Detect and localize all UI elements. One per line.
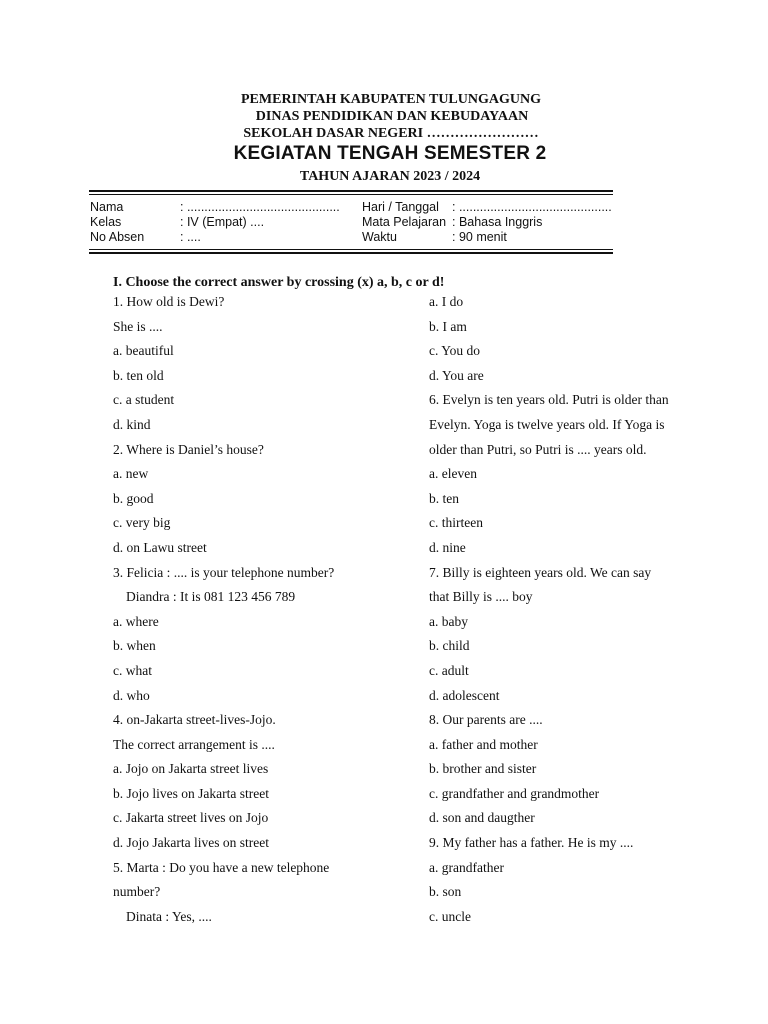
answer-option: b. good xyxy=(113,490,154,506)
question-line: Dinata : Yes, .... xyxy=(126,908,212,924)
answer-option: d. who xyxy=(113,687,150,703)
question-line: 7. Billy is eighteen years old. We can say xyxy=(429,564,652,580)
answer-option: c. adult xyxy=(429,662,469,678)
question-column-left xyxy=(113,290,334,929)
question-line: 1. How old is Dewi? xyxy=(113,294,225,309)
exam-title: KEGIATAN TENGAH SEMESTER 2 xyxy=(233,143,547,164)
question-line: 4. on-Jakarta street-lives-Jojo. xyxy=(113,712,276,728)
answer-option: d. adolescent xyxy=(429,687,500,703)
question-line: 3. Felicia : .... is your telephone number? xyxy=(113,564,335,580)
answer-option: a. I do xyxy=(429,294,464,309)
answer-option: a. Jojo on Jakarta street lives xyxy=(113,761,269,777)
question-line: 9. My father has a father. He is my .... xyxy=(429,835,634,851)
header-government: PEMERINTAH KABUPATEN TULUNGAGUNG xyxy=(241,92,541,107)
academic-year: TAHUN AJARAN 2023 / 2024 xyxy=(299,169,481,184)
answer-option: a. eleven xyxy=(429,466,477,482)
answer-option: c. very big xyxy=(113,515,171,531)
question-line: Evelyn. Yoga is twelve years old. If Yoga is xyxy=(429,416,665,432)
question-line: 5. Marta : Do you have a new telephone xyxy=(113,859,330,875)
info-value-number: : .... xyxy=(180,230,201,244)
info-label-class: Kelas xyxy=(90,215,122,229)
header-department: DINAS PENDIDIKAN DAN KEBUDAYAAN xyxy=(255,109,529,124)
answer-option: c. grandfather and grandmother xyxy=(429,785,600,801)
info-value-name: : ............................................ xyxy=(180,200,340,214)
answer-option: a. father and mother xyxy=(429,736,538,752)
answer-option: b. ten old xyxy=(113,367,164,383)
info-label-name: Nama xyxy=(90,200,124,214)
info-label-subject: Mata Pelajaran xyxy=(362,215,447,229)
answer-option: c. a student xyxy=(113,392,175,408)
answer-option: b. child xyxy=(429,638,470,654)
answer-option: c. thirteen xyxy=(429,515,483,531)
answer-option: d. nine xyxy=(429,539,466,555)
answer-option: d. You are xyxy=(429,367,484,383)
answer-option: d. on Lawu street xyxy=(113,539,207,555)
top-double-rule-thick xyxy=(89,190,613,192)
info-label-time: Waktu xyxy=(362,230,397,244)
section-instruction: I. Choose the correct answer by crossing (x) a, b, c or d! xyxy=(113,275,445,290)
info-value-subject: : Bahasa Inggris xyxy=(452,215,543,229)
question-line: older than Putri, so Putri is .... years old. xyxy=(429,441,647,457)
answer-option: a. baby xyxy=(429,613,468,629)
answer-option: b. brother and sister xyxy=(429,761,537,777)
answer-option: a. beautiful xyxy=(113,343,174,359)
question-line: She is .... xyxy=(113,318,163,334)
info-value-time: : 90 menit xyxy=(452,230,507,244)
answer-option: b. ten xyxy=(429,490,459,506)
answer-option: c. You do xyxy=(429,343,481,359)
question-line: number? xyxy=(113,884,161,900)
info-value-class: : IV (Empat) .... xyxy=(180,215,265,229)
bottom-double-rule-thin xyxy=(89,249,613,250)
question-column-right xyxy=(429,290,669,929)
question-line: 6. Evelyn is ten years old. Putri is older than xyxy=(429,392,669,408)
info-value-date: : ............................................ xyxy=(452,200,612,214)
answer-option: d. Jojo Jakarta lives on street xyxy=(113,835,269,851)
info-label-number: No Absen xyxy=(90,230,145,244)
question-line: Diandra : It is 081 123 456 789 xyxy=(126,589,296,605)
info-label-date: Hari / Tanggal xyxy=(362,200,439,214)
question-line: 8. Our parents are .... xyxy=(429,712,543,728)
top-double-rule-thin xyxy=(89,194,613,195)
answer-option: d. kind xyxy=(113,416,151,432)
header-school: SEKOLAH DASAR NEGERI …………………… xyxy=(243,126,539,141)
answer-option: a. new xyxy=(113,466,149,482)
answer-option: b. son xyxy=(429,884,462,900)
answer-option: c. Jakarta street lives on Jojo xyxy=(113,810,269,826)
question-line: 2. Where is Daniel’s house? xyxy=(113,441,264,457)
answer-option: b. when xyxy=(113,638,156,654)
question-line: The correct arrangement is .... xyxy=(113,736,275,752)
answer-option: a. where xyxy=(113,613,159,629)
bottom-double-rule-thick xyxy=(89,252,613,254)
answer-option: b. I am xyxy=(429,318,467,334)
answer-option: b. Jojo lives on Jakarta street xyxy=(113,785,269,801)
answer-option: c. what xyxy=(113,662,152,678)
answer-option: d. son and daugther xyxy=(429,810,535,826)
question-line: that Billy is .... boy xyxy=(429,589,533,605)
answer-option: c. uncle xyxy=(429,908,471,924)
answer-option: a. grandfather xyxy=(429,859,504,875)
